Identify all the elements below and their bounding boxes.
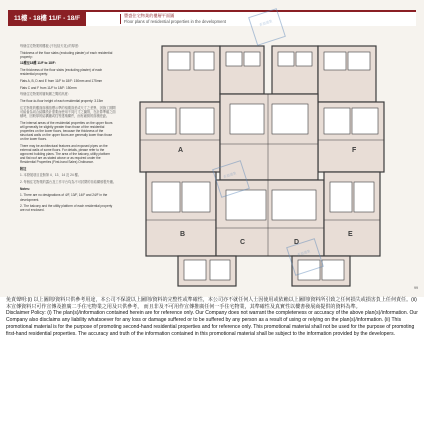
note-line: 1. 本發展項目並無第 4、13、14 及 24 樓。 [20, 173, 81, 178]
floor-tag: 11樓 - 18樓 11/F - 18/F [8, 12, 86, 26]
note-line: 2. 每個住宅物業的露台及工作平台均為不可封閉的非結構預製外牆。 [20, 180, 116, 185]
note-line: The internal areas of the residential properties on the upper floors will generally be slightly greater than those of the residential properties on the lower floors, because the thickness of the structural walls on the upper floors are generally lower than those on the lower floors. [20, 120, 113, 141]
svg-text:C: C [240, 239, 246, 246]
note-line: There may be architectural features and exposed pipes on the external walls of some floors. For details, please refer to the approved building plans. The area of the balcony, utility platform and flat roof are as stated above or as required under the Residential Properties (First-hand Sales) Ordinance. [20, 143, 111, 164]
note-line: 1. There are no designations of 4/F, 13/F, 14/F and 24/F in the development. [20, 193, 108, 202]
floor-plan-notes [20, 44, 116, 268]
title-bar [8, 10, 416, 26]
svg-text:F: F [352, 147, 357, 154]
note-line: Flats C and F from 11/F to 18/F: 150mm [20, 85, 77, 90]
brochure-page-number: 99 [414, 286, 418, 290]
floor-plan-drawing [122, 40, 400, 290]
svg-text:D: D [294, 239, 300, 246]
note-line: The thickness of the floor slabs (excluding plaster) of each residential property: [20, 68, 103, 77]
title-en: Floor plans of residential properties in the development [124, 19, 226, 24]
note-line: The floor-to-floor height of each residential property: 3.15m [20, 99, 104, 103]
note-line: 每個住宅物業的樓板 (不包括天花) 的厚度: [20, 44, 79, 48]
note-line: Thickness of the floor slabs (excluding plaster) of each residential property: [20, 50, 113, 59]
disclaimer-text [6, 297, 420, 337]
svg-text:B: B [180, 231, 186, 238]
note-line: Notes: [20, 186, 30, 191]
disclaimer-cn: 免責聲明:(i) 以上圖則/資料只供參考用途，本公司不保證以上圖則/資料的完整性或準確性，本公司亦不就任何人士因使用或依賴以上圖則/資料所引致之任何損失或損害負上任何責任。(ii) 本宣傳資料只可作宣傳及推廣二手住宅物業之用及只供參考， 而且非及不可用作宣傳推廣任何一手住宅物業，其準確性及真實性以樓書發展商提供的資料為準。 [6, 297, 417, 310]
watermark-logo-text: 香港置業 [296, 249, 311, 258]
disclaimer-en: Disclaimer Policy: (i) The plan(s)/information contained herein are for reference only. Our Company does not warrant the completeness or accuracy of the above plan(s)/information. Our Company also disclaims any liability whatsoever for any loss or damage suffered or to be suffered by any person as a result of using or relying on the plan(s)/information. (ii) This promotional material is for the purpose of promoting second-hand residential properties and for reference only. This promotional material shall not be used for the purpose of promoting first-hand residential properties. The accuracy and truth of the information contained in this promotional material shall be subject to the information provided by the developers. [6, 310, 418, 337]
title-divider [120, 14, 121, 24]
watermark-logo-text: 香港置業 [222, 171, 237, 180]
title-cn: 豐盛住宅物業的樓層平面圖 [124, 13, 175, 18]
note-line: 11樓至18樓 11/F to 18/F: [20, 61, 56, 66]
note-line: 2. The balcony and the utility platform of each residential property are not enclosed. [20, 204, 113, 213]
note-line: 每個住宅物業的層與層之間的高度: [20, 92, 69, 97]
watermark-logo-text: 香港置業 [258, 19, 273, 28]
note-line: Flats A, B, D and E from 11/F to 18/F: 150mm and 175mm [20, 78, 103, 83]
note-line: 附註 [20, 166, 27, 171]
svg-text:E: E [348, 231, 353, 238]
svg-text:A: A [178, 147, 184, 154]
note-line: 住宅物業的樓面面積指標示準的預期誤差或尺寸之差異，因施工期間可能會為切合結構設計需要而使用不同尺寸之圖則，在計算準確之面積時，因較厚的結構牆或柱等建築構件，而有細微的面積差距。 [20, 105, 116, 118]
